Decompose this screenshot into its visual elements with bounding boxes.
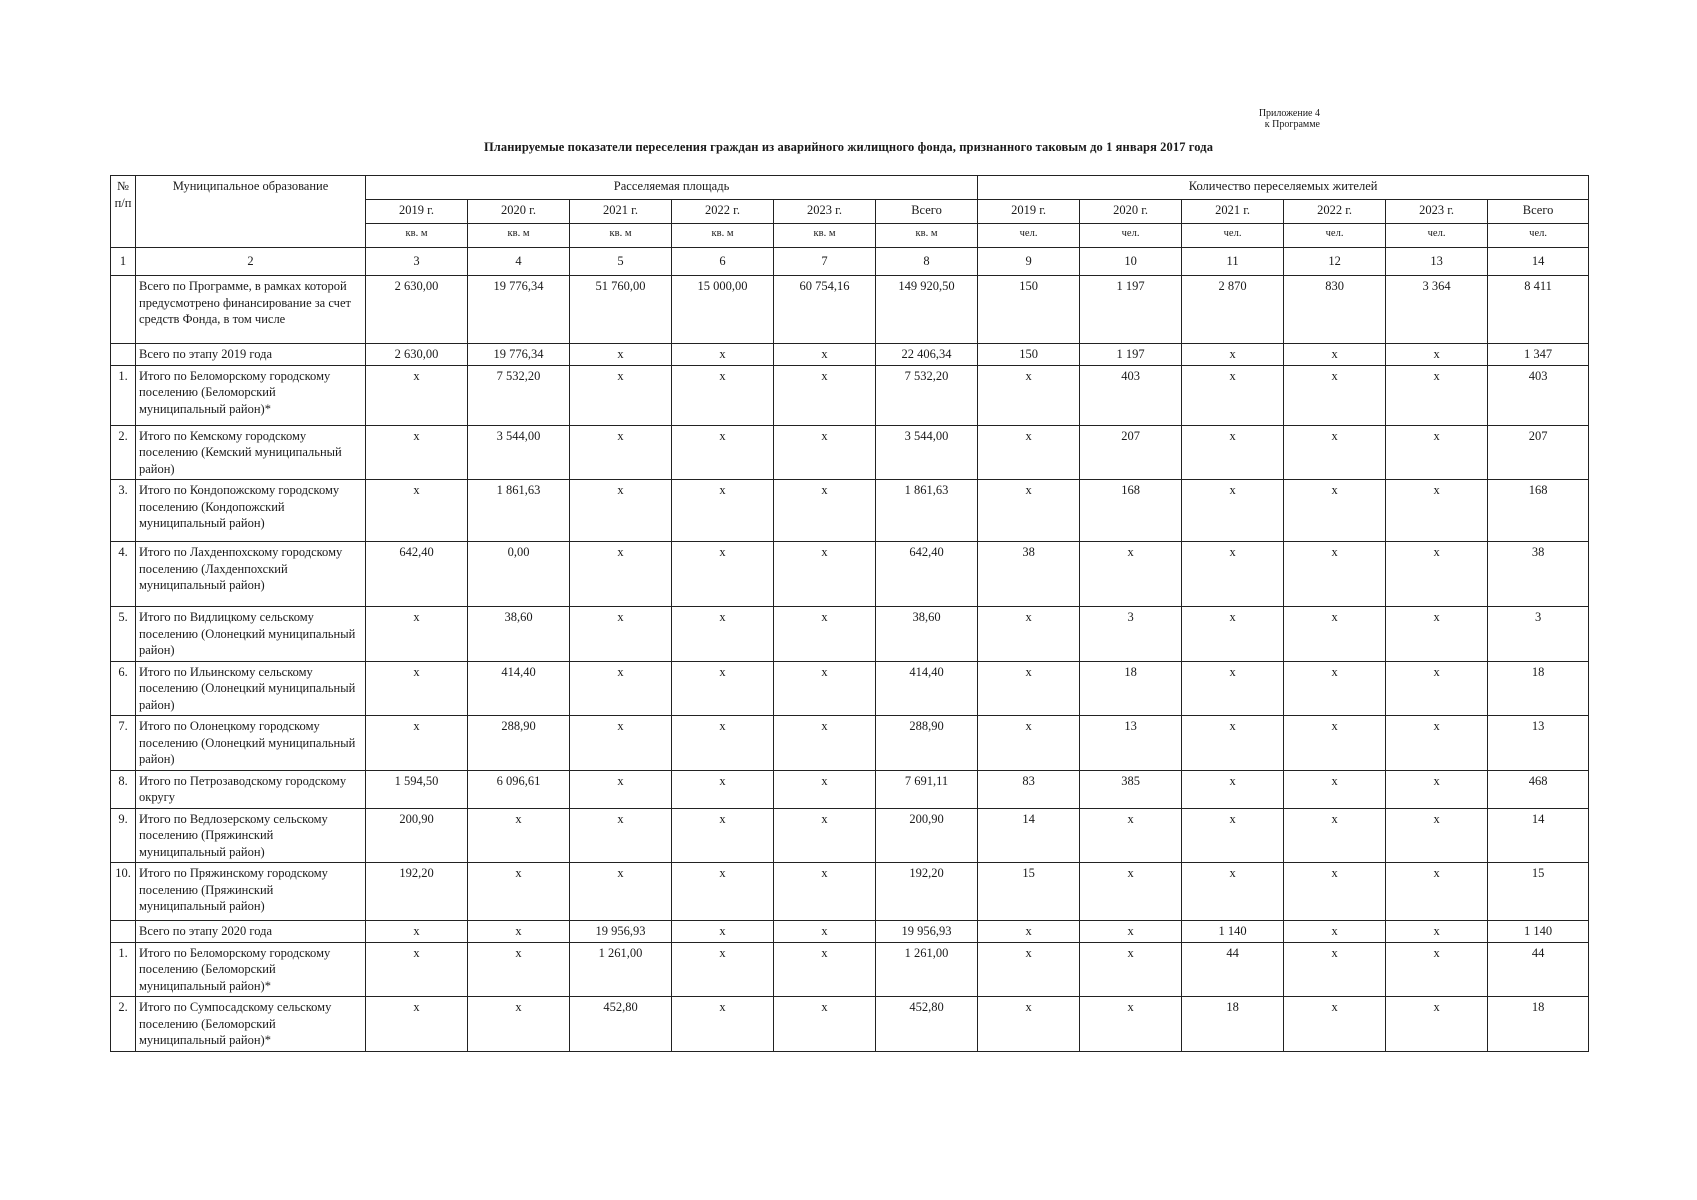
row-value: x: [1080, 942, 1182, 997]
row-value: x: [1182, 344, 1284, 366]
column-index: 4: [468, 248, 570, 276]
table-row: [111, 808, 1589, 863]
row-value: 1 197: [1080, 344, 1182, 366]
row-value: 288,90: [468, 716, 570, 771]
row-value: x: [978, 661, 1080, 716]
row-value: 3: [1488, 607, 1589, 662]
row-value: x: [1182, 716, 1284, 771]
row-value: 3 544,00: [468, 425, 570, 480]
column-index: 14: [1488, 248, 1589, 276]
row-value: 38: [978, 542, 1080, 607]
row-value: 150: [978, 276, 1080, 344]
row-value: 192,20: [366, 863, 468, 921]
row-value: x: [672, 716, 774, 771]
row-value: x: [366, 661, 468, 716]
column-index: 9: [978, 248, 1080, 276]
row-value: x: [1386, 863, 1488, 921]
row-value: x: [978, 942, 1080, 997]
header-year: 2022 г.: [672, 200, 774, 224]
row-number: 8.: [111, 770, 136, 808]
row-value: x: [1386, 921, 1488, 943]
row-value: x: [570, 365, 672, 425]
row-value: 200,90: [366, 808, 468, 863]
table-row: [111, 425, 1589, 480]
row-value: x: [672, 661, 774, 716]
appendix-line-2: к Программе: [1264, 119, 1320, 130]
row-value: 7 691,11: [876, 770, 978, 808]
row-value: 3 544,00: [876, 425, 978, 480]
row-value: x: [672, 770, 774, 808]
row-value: x: [774, 863, 876, 921]
row-value: x: [1386, 808, 1488, 863]
row-value: x: [366, 921, 468, 943]
row-value: x: [1284, 808, 1386, 863]
row-value: x: [1284, 942, 1386, 997]
row-municipality: Итого по Кондопожскому городскому поселению (Кондопожский муниципальный район): [136, 480, 366, 542]
header-unit: кв. м: [366, 224, 468, 248]
row-value: x: [978, 607, 1080, 662]
row-value: x: [1386, 365, 1488, 425]
row-value: x: [366, 716, 468, 771]
row-value: x: [774, 607, 876, 662]
row-value: 19 776,34: [468, 344, 570, 366]
row-value: 149 920,50: [876, 276, 978, 344]
row-number: 2.: [111, 997, 136, 1052]
row-value: 6 096,61: [468, 770, 570, 808]
row-value: x: [1080, 921, 1182, 943]
column-index: 13: [1386, 248, 1488, 276]
table-row: [111, 942, 1589, 997]
row-value: x: [1182, 542, 1284, 607]
row-number: 1.: [111, 942, 136, 997]
header-year: 2020 г.: [1080, 200, 1182, 224]
row-value: 168: [1080, 480, 1182, 542]
row-value: x: [570, 607, 672, 662]
row-value: 1 861,63: [468, 480, 570, 542]
row-value: x: [1182, 365, 1284, 425]
row-value: 1 197: [1080, 276, 1182, 344]
row-value: x: [1284, 921, 1386, 943]
row-value: 44: [1488, 942, 1589, 997]
row-value: x: [1182, 770, 1284, 808]
row-value: 830: [1284, 276, 1386, 344]
row-value: x: [978, 425, 1080, 480]
row-municipality: Итого по Петрозаводскому городскому округу: [136, 770, 366, 808]
table-row: [111, 997, 1589, 1052]
row-number: 9.: [111, 808, 136, 863]
row-value: 14: [978, 808, 1080, 863]
row-value: x: [1284, 770, 1386, 808]
row-value: x: [570, 716, 672, 771]
row-number: 5.: [111, 607, 136, 662]
row-number: 4.: [111, 542, 136, 607]
column-index: 12: [1284, 248, 1386, 276]
row-value: x: [1182, 863, 1284, 921]
header-year: Всего: [1488, 200, 1589, 224]
row-number: 7.: [111, 716, 136, 771]
row-value: x: [1080, 863, 1182, 921]
header-year: 2023 г.: [774, 200, 876, 224]
row-value: x: [672, 921, 774, 943]
row-value: x: [1386, 997, 1488, 1052]
row-number: 2.: [111, 425, 136, 480]
row-value: x: [978, 480, 1080, 542]
resettlement-table: [110, 175, 1589, 1052]
row-number: 6.: [111, 661, 136, 716]
row-value: 642,40: [876, 542, 978, 607]
row-value: 13: [1488, 716, 1589, 771]
row-value: x: [366, 942, 468, 997]
row-value: x: [672, 863, 774, 921]
row-value: 7 532,20: [468, 365, 570, 425]
row-municipality: Итого по Ильинскому сельскому поселению (Олонецкий муниципальный район): [136, 661, 366, 716]
row-value: x: [570, 344, 672, 366]
table-row: [111, 716, 1589, 771]
header-year: 2021 г.: [570, 200, 672, 224]
row-value: x: [978, 716, 1080, 771]
row-value: x: [774, 770, 876, 808]
row-value: x: [774, 921, 876, 943]
row-value: 200,90: [876, 808, 978, 863]
row-value: x: [978, 997, 1080, 1052]
table-row: [111, 480, 1589, 542]
row-value: x: [672, 542, 774, 607]
appendix-note: [1180, 108, 1320, 130]
column-index: 7: [774, 248, 876, 276]
row-municipality: Итого по Кемскому городскому поселению (Кемский муниципальный район): [136, 425, 366, 480]
header-year: 2020 г.: [468, 200, 570, 224]
row-value: x: [570, 863, 672, 921]
row-value: x: [366, 480, 468, 542]
row-value: x: [672, 365, 774, 425]
row-value: x: [1182, 607, 1284, 662]
header-people-group: Количество переселяемых жителей: [978, 176, 1589, 200]
row-value: x: [1182, 425, 1284, 480]
row-value: 18: [1080, 661, 1182, 716]
row-value: x: [570, 480, 672, 542]
table-row: [111, 770, 1589, 808]
row-value: x: [1080, 808, 1182, 863]
row-value: x: [570, 542, 672, 607]
row-value: 18: [1182, 997, 1284, 1052]
header-unit: кв. м: [672, 224, 774, 248]
row-value: 38,60: [468, 607, 570, 662]
row-value: 15 000,00: [672, 276, 774, 344]
row-value: 19 776,34: [468, 276, 570, 344]
row-value: 385: [1080, 770, 1182, 808]
column-index: 5: [570, 248, 672, 276]
row-value: 1 347: [1488, 344, 1589, 366]
appendix-line-1: Приложение 4: [1258, 108, 1320, 119]
table-row: [111, 344, 1589, 366]
header-municipality: Муниципальное образование: [136, 176, 366, 248]
row-value: 150: [978, 344, 1080, 366]
header-year: 2023 г.: [1386, 200, 1488, 224]
row-value: 38: [1488, 542, 1589, 607]
row-value: x: [1080, 542, 1182, 607]
row-value: x: [672, 425, 774, 480]
row-value: 1 261,00: [570, 942, 672, 997]
row-number: 3.: [111, 480, 136, 542]
row-value: x: [672, 942, 774, 997]
row-value: x: [570, 425, 672, 480]
row-value: 207: [1080, 425, 1182, 480]
row-value: x: [672, 997, 774, 1052]
row-value: x: [1386, 542, 1488, 607]
row-value: x: [774, 344, 876, 366]
row-value: x: [1284, 480, 1386, 542]
row-value: x: [774, 542, 876, 607]
row-value: x: [570, 661, 672, 716]
header-unit: кв. м: [468, 224, 570, 248]
row-value: x: [774, 425, 876, 480]
row-value: 168: [1488, 480, 1589, 542]
row-value: 1 140: [1182, 921, 1284, 943]
table-row: [111, 921, 1589, 943]
row-value: 3: [1080, 607, 1182, 662]
row-value: x: [1284, 661, 1386, 716]
header-area-group: Расселяемая площадь: [366, 176, 978, 200]
row-value: x: [1080, 997, 1182, 1052]
header-unit: кв. м: [876, 224, 978, 248]
row-value: x: [1182, 661, 1284, 716]
row-value: x: [774, 942, 876, 997]
header-year: 2019 г.: [978, 200, 1080, 224]
column-index: 6: [672, 248, 774, 276]
row-value: 1 861,63: [876, 480, 978, 542]
row-value: 1 594,50: [366, 770, 468, 808]
row-value: 2 870: [1182, 276, 1284, 344]
table-row: [111, 607, 1589, 662]
column-index: 10: [1080, 248, 1182, 276]
header-unit: кв. м: [570, 224, 672, 248]
row-value: 414,40: [876, 661, 978, 716]
row-value: 207: [1488, 425, 1589, 480]
row-value: x: [468, 997, 570, 1052]
header-year: 2021 г.: [1182, 200, 1284, 224]
column-index: 3: [366, 248, 468, 276]
row-value: x: [774, 480, 876, 542]
row-municipality: Всего по этапу 2020 года: [136, 921, 366, 943]
row-municipality: Итого по Видлицкому сельскому поселению (Олонецкий муниципальный район): [136, 607, 366, 662]
row-value: 18: [1488, 997, 1589, 1052]
row-value: x: [1284, 365, 1386, 425]
row-value: 18: [1488, 661, 1589, 716]
row-value: x: [1386, 770, 1488, 808]
header-unit: чел.: [1182, 224, 1284, 248]
row-value: x: [1284, 997, 1386, 1052]
row-value: 19 956,93: [876, 921, 978, 943]
row-value: x: [1284, 542, 1386, 607]
row-value: x: [1182, 480, 1284, 542]
row-value: x: [468, 863, 570, 921]
row-municipality: Итого по Ведлозерскому сельскому поселению (Пряжинский муниципальный район): [136, 808, 366, 863]
row-value: x: [1386, 661, 1488, 716]
row-value: 403: [1488, 365, 1589, 425]
table-row: [111, 661, 1589, 716]
row-value: x: [366, 997, 468, 1052]
row-value: x: [774, 997, 876, 1052]
row-value: 14: [1488, 808, 1589, 863]
row-value: 15: [1488, 863, 1589, 921]
row-number: 1.: [111, 365, 136, 425]
row-value: x: [774, 661, 876, 716]
table-row: [111, 365, 1589, 425]
row-municipality: Итого по Беломорскому городскому поселению (Беломорский муниципальный район)*: [136, 942, 366, 997]
header-year: Всего: [876, 200, 978, 224]
row-value: x: [672, 808, 774, 863]
row-value: x: [366, 425, 468, 480]
row-value: 452,80: [570, 997, 672, 1052]
table-row: [111, 863, 1589, 921]
header-number: № п/п: [111, 176, 136, 248]
row-value: 44: [1182, 942, 1284, 997]
row-value: x: [468, 942, 570, 997]
row-value: 38,60: [876, 607, 978, 662]
row-value: x: [1386, 425, 1488, 480]
row-value: 3 364: [1386, 276, 1488, 344]
row-municipality: Итого по Сумпосадскому сельскому поселению (Беломорский муниципальный район)*: [136, 997, 366, 1052]
row-value: 19 956,93: [570, 921, 672, 943]
header-unit: чел.: [1284, 224, 1386, 248]
table-row: [111, 276, 1589, 344]
row-value: 60 754,16: [774, 276, 876, 344]
row-value: 51 760,00: [570, 276, 672, 344]
row-value: x: [366, 365, 468, 425]
header-unit: кв. м: [774, 224, 876, 248]
row-value: x: [774, 365, 876, 425]
row-value: x: [774, 808, 876, 863]
row-value: 2 630,00: [366, 276, 468, 344]
row-value: x: [1284, 863, 1386, 921]
row-value: 1 261,00: [876, 942, 978, 997]
row-value: 22 406,34: [876, 344, 978, 366]
row-value: x: [1284, 716, 1386, 771]
row-municipality: Итого по Беломорскому городскому поселению (Беломорский муниципальный район)*: [136, 365, 366, 425]
row-value: 83: [978, 770, 1080, 808]
row-value: x: [570, 808, 672, 863]
row-value: 468: [1488, 770, 1589, 808]
row-value: 7 532,20: [876, 365, 978, 425]
row-value: 2 630,00: [366, 344, 468, 366]
row-municipality: Итого по Пряжинскому городскому поселению (Пряжинский муниципальный район): [136, 863, 366, 921]
row-value: 1 140: [1488, 921, 1589, 943]
row-value: x: [1284, 344, 1386, 366]
row-value: 15: [978, 863, 1080, 921]
document-title: Планируемые показатели переселения граждан из аварийного жилищного фонда, признанного таковым до 1 января 2017 года: [483, 140, 1214, 154]
row-value: x: [774, 716, 876, 771]
row-value: x: [1386, 607, 1488, 662]
row-number: 10.: [111, 863, 136, 921]
row-value: x: [366, 607, 468, 662]
row-value: x: [1284, 425, 1386, 480]
row-number: [111, 921, 136, 943]
table-row: [111, 542, 1589, 607]
header-unit: чел.: [1386, 224, 1488, 248]
header-unit: чел.: [1488, 224, 1589, 248]
column-index: 1: [111, 248, 136, 276]
row-value: x: [978, 921, 1080, 943]
row-value: 192,20: [876, 863, 978, 921]
row-value: x: [1386, 480, 1488, 542]
row-value: x: [672, 480, 774, 542]
row-value: x: [978, 365, 1080, 425]
row-municipality: Итого по Олонецкому городскому поселению (Олонецкий муниципальный район): [136, 716, 366, 771]
row-value: x: [672, 344, 774, 366]
row-value: x: [468, 921, 570, 943]
row-value: x: [1182, 808, 1284, 863]
header-unit: чел.: [1080, 224, 1182, 248]
row-number: [111, 276, 136, 344]
row-value: 642,40: [366, 542, 468, 607]
row-number: [111, 344, 136, 366]
row-municipality: Итого по Лахденпохскому городскому поселению (Лахденпохский муниципальный район): [136, 542, 366, 607]
header-year: 2022 г.: [1284, 200, 1386, 224]
header-unit: чел.: [978, 224, 1080, 248]
column-index: 8: [876, 248, 978, 276]
column-index: 2: [136, 248, 366, 276]
row-value: x: [1386, 716, 1488, 771]
row-value: 452,80: [876, 997, 978, 1052]
column-index: 11: [1182, 248, 1284, 276]
row-value: 13: [1080, 716, 1182, 771]
row-value: 0,00: [468, 542, 570, 607]
row-value: x: [570, 770, 672, 808]
row-value: x: [468, 808, 570, 863]
row-value: x: [1284, 607, 1386, 662]
row-value: 414,40: [468, 661, 570, 716]
header-year: 2019 г.: [366, 200, 468, 224]
row-value: 403: [1080, 365, 1182, 425]
row-value: 288,90: [876, 716, 978, 771]
row-value: x: [1386, 344, 1488, 366]
row-value: x: [672, 607, 774, 662]
row-value: 8 411: [1488, 276, 1589, 344]
row-municipality: Всего по этапу 2019 года: [136, 344, 366, 366]
row-municipality: Всего по Программе, в рамках которой предусмотрено финансирование за счет средств Фонда, в том числе: [136, 276, 366, 344]
row-value: x: [1386, 942, 1488, 997]
